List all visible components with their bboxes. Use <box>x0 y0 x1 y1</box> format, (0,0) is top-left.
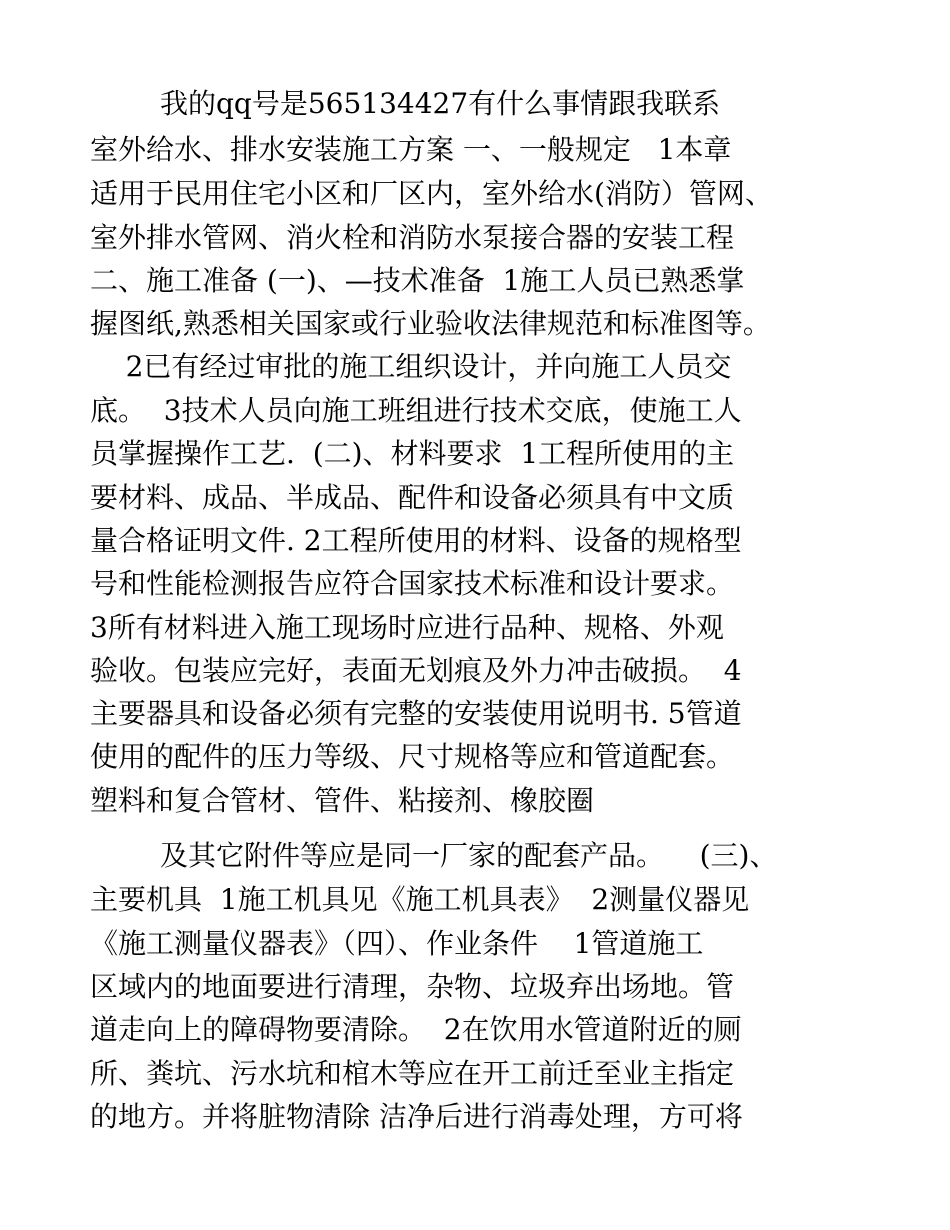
body-line: 道走向上的障碍物要清除。 2在饮用水管道附近的厕 <box>90 1013 742 1046</box>
body-line: 区域内的地面要进行清理，杂物、垃圾弃出场地。管 <box>90 970 735 1003</box>
body-line: 《施工测量仪器表》（四）、作业条件 1管道施工 <box>90 927 704 960</box>
body-line: 室外给水、排水安装施工方案 一、一般规定 1本章 <box>90 133 732 166</box>
contact-line: 我的qq号是565134427有什么事情跟我联系 <box>160 87 721 120</box>
body-line: 2已有经过审批的施工组织设计，并向施工人员交 <box>90 350 732 383</box>
body-line: 要材料、成品、半成品、配件和设备必须具有中文质 <box>90 481 735 514</box>
body-line: 号和性能检测报告应符合国家技术标准和设计要求。 <box>90 567 735 600</box>
body-line: 使用的配件的压力等级、尺寸规格等应和管道配套。 <box>90 740 735 773</box>
paragraph-start-line: 及其它附件等应是同一厂家的配套产品。 (三)、 <box>160 839 778 872</box>
body-line: 室外排水管网、消火栓和消防水泵接合器的安装工程 <box>90 221 735 254</box>
body-line: 二、施工准备 (一)、—技术准备 1施工人员已熟悉掌 <box>90 264 745 297</box>
body-line: 员掌握操作工艺. (二)、材料要求 1工程所使用的主 <box>90 437 735 470</box>
body-line: 塑料和复合管材、管件、粘接剂、橡胶圈 <box>90 784 595 817</box>
body-line: 握图纸,熟悉相关国家或行业验收法律规范和标准图等。 <box>90 307 771 340</box>
body-line: 所、粪坑、污水坑和棺木等应在开工前迁至业主指定 <box>90 1057 735 1090</box>
body-line: 底。 3技术人员向施工班组进行技术交底，使施工人 <box>90 394 742 427</box>
body-line: 量合格证明文件. 2工程所使用的材料、设备的规格型 <box>90 524 742 557</box>
body-line: 适用于民用住宅小区和厂区内，室外给水(消防）管网、 <box>90 177 773 210</box>
body-line: 的地方。并将脏物清除 洁净后进行消毒处理，方可将 <box>90 1100 743 1133</box>
body-line: 验收。包装应完好，表面无划痕及外力冲击破损。 4 <box>90 654 742 687</box>
body-line: 主要器具和设备必须有完整的安装使用说明书. 5管道 <box>90 697 742 730</box>
body-line: 3所有材料进入施工现场时应进行品种、规格、外观 <box>90 611 724 644</box>
body-line: 主要机具 1施工机具见《施工机具表》 2测量仪器见 <box>90 883 750 916</box>
